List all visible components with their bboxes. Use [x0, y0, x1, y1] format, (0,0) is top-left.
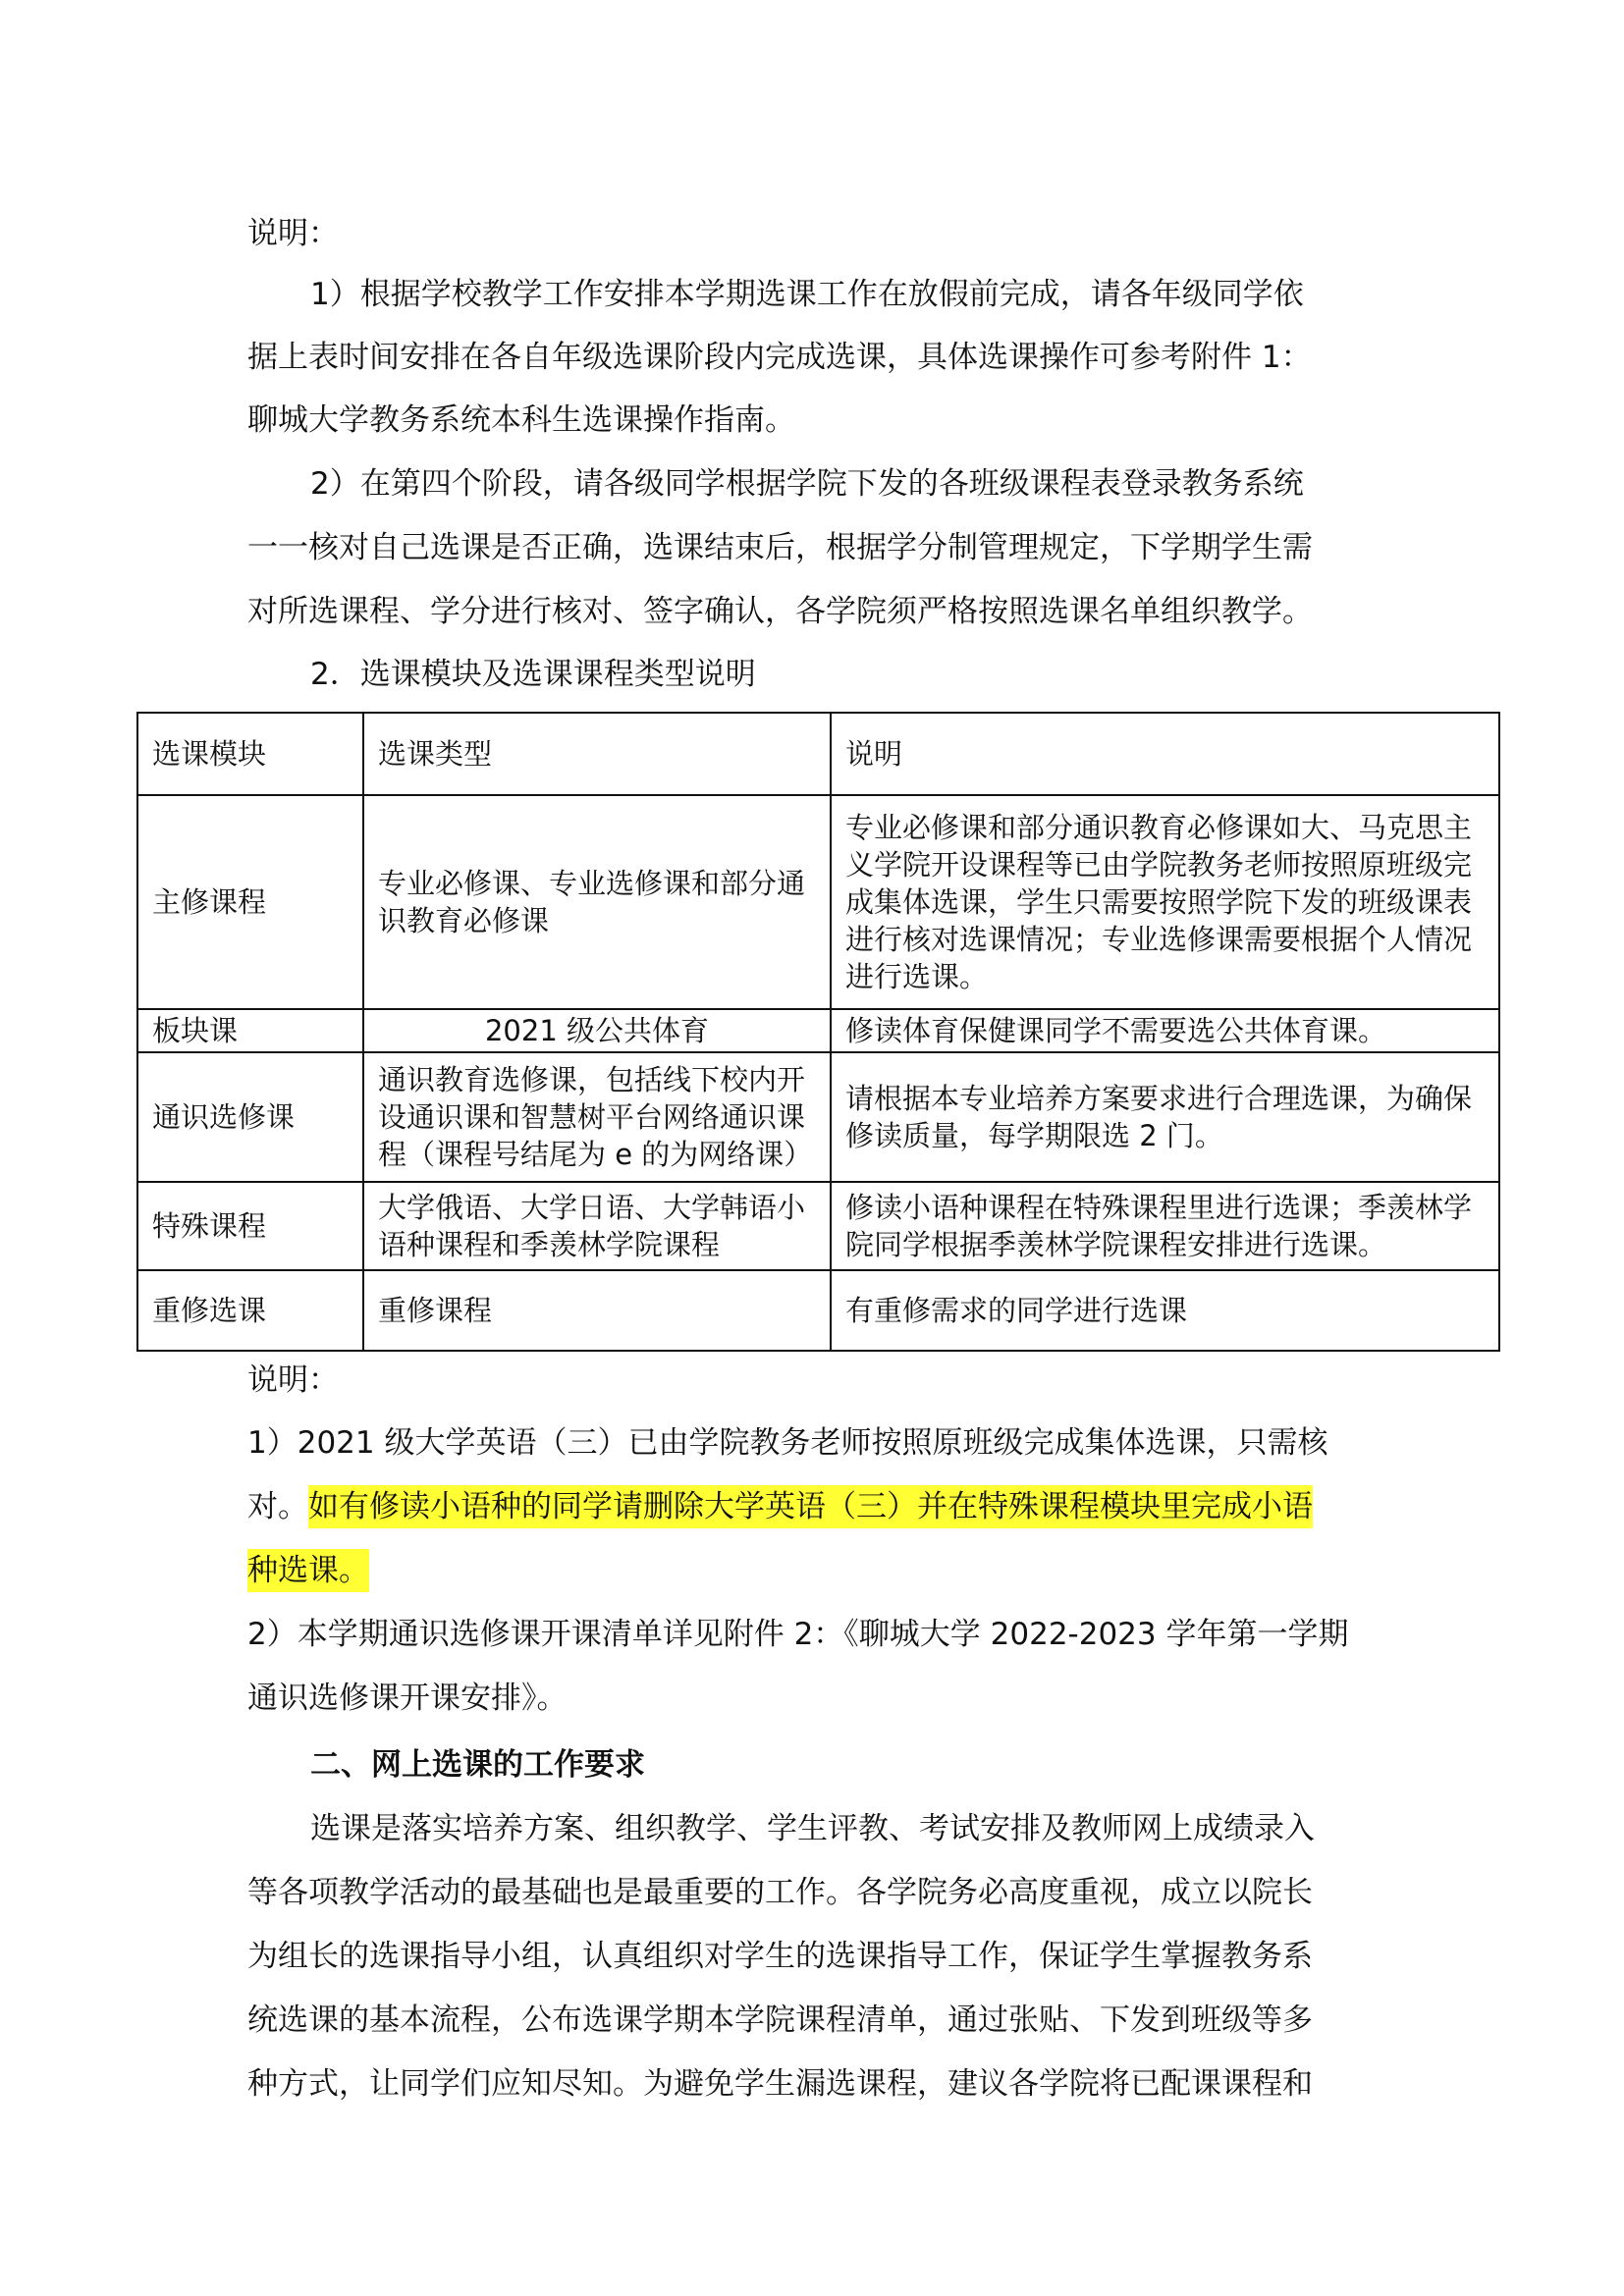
cell-line: 进行选课。 [845, 960, 989, 993]
cell-line: 专业必修课和部分通识教育必修课如大、马克思主 [845, 811, 1473, 844]
note-heading: 说明： [247, 216, 339, 251]
body-text-line: 种方式，让同学们应知尽知。为避免学生漏选课程，建议各学院将已配课课程和 [247, 2066, 1313, 2102]
cell-line: 通识教育选修课，包括线下校内开 [378, 1063, 806, 1096]
note-text-line: 聊城大学教务系统本科生选课操作指南。 [247, 402, 795, 438]
table-header-cell: 选课模块 [137, 713, 363, 795]
note-text-line: 2）在第四个阶段，请各级同学根据学院下发的各班级课程表登录教务系统 [310, 466, 1304, 502]
note-text-line: 1）2021 级大学英语（三）已由学院教务老师按照原班级完成集体选课，只需核 [247, 1425, 1328, 1461]
table-header-cell: 选课类型 [363, 713, 831, 795]
cell-line: 修读小语种课程在特殊课程里进行选课；季羡林学 [845, 1191, 1473, 1224]
desc-cell [831, 1009, 1499, 1052]
cell-line: 有重修需求的同学进行选课 [845, 1294, 1188, 1327]
body-text-line: 等各项教学活动的最基础也是最重要的工作。各学院务必高度重视，成立以院长 [247, 1875, 1313, 1910]
table-row [137, 795, 1499, 1009]
table-row [137, 1052, 1499, 1182]
type-cell [363, 1182, 831, 1270]
module-cell: 板块课 [137, 1009, 363, 1052]
cell-line: 义学院开设课程等已由学院教务老师按照原班级完 [845, 848, 1473, 881]
desc-cell [831, 795, 1499, 1009]
body-text-line: 统选课的基本流程，公布选课学期本学院课程清单，通过张贴、下发到班级等多 [247, 2002, 1313, 2038]
module-cell: 特殊课程 [137, 1182, 363, 1270]
type-cell [363, 1270, 831, 1351]
table-row [137, 1182, 1499, 1270]
note-text-line: 通识选修课开课安排》。 [247, 1681, 568, 1716]
cell-line: 程（课程号结尾为 e 的为网络课） [378, 1138, 813, 1171]
course-module-table [136, 712, 1500, 1352]
cell-line: 修读体育保健课同学不需要选公共体育课。 [845, 1014, 1387, 1047]
note-text-line: 对所选课程、学分进行核对、签字确认，各学院须严格按照选课名单组织教学。 [247, 594, 1313, 629]
cell-line: 请根据本专业培养方案要求进行合理选课，为确保 [845, 1082, 1473, 1115]
note-text-line [247, 1487, 1313, 1526]
type-cell [363, 1052, 831, 1182]
type-cell [363, 795, 831, 1009]
highlighted-text: 如有修读小语种的同学请删除大学英语（三）并在特殊课程模块里完成小语 [308, 1485, 1313, 1528]
note-text-line: 一一核对自己选课是否正确，选课结束后，根据学分制管理规定，下学期学生需 [247, 530, 1313, 565]
body-text-line: 选课是落实培养方案、组织教学、学生评教、考试安排及教师网上成绩录入 [310, 1811, 1315, 1846]
desc-cell [831, 1182, 1499, 1270]
cell-line: 大学俄语、大学日语、大学韩语小 [378, 1191, 806, 1224]
highlighted-text: 种选课。 [247, 1549, 369, 1592]
cell-line: 识教育必修课 [378, 904, 550, 937]
section-subtitle: 2．选课模块及选课课程类型说明 [310, 657, 756, 692]
table-row [137, 1270, 1499, 1351]
cell-line: 进行核对选课情况；专业选修课需要根据个人情况 [845, 923, 1473, 956]
cell-line: 专业必修课、专业选修课和部分通 [378, 867, 806, 900]
module-cell: 重修选课 [137, 1270, 363, 1351]
type-cell [363, 1009, 831, 1052]
cell-line: 成集体选课，学生只需要按照学院下发的班级课表 [845, 885, 1473, 919]
cell-line: 2021 级公共体育 [484, 1014, 710, 1047]
cell-line: 设通识课和智慧树平台网络通识课 [378, 1100, 806, 1134]
table-row [137, 1009, 1499, 1052]
note-text-line [247, 1551, 369, 1590]
desc-cell [831, 1270, 1499, 1351]
module-cell: 主修课程 [137, 795, 363, 1009]
table-header-cell: 说明 [831, 713, 1499, 795]
note-text-line: 1）根据学校教学工作安排本学期选课工作在放假前完成，请各年级同学依 [310, 277, 1304, 312]
body-text-line: 为组长的选课指导小组，认真组织对学生的选课指导工作，保证学生掌握教务系 [247, 1939, 1313, 1974]
module-cell: 通识选修课 [137, 1052, 363, 1182]
cell-line: 院同学根据季羡林学院课程安排进行选课。 [845, 1228, 1387, 1261]
cell-line: 重修课程 [378, 1294, 493, 1327]
section-heading: 二、网上选课的工作要求 [310, 1747, 645, 1783]
desc-cell [831, 1052, 1499, 1182]
cell-line: 修读质量，每学期限选 2 门。 [845, 1119, 1223, 1152]
note-text-line: 2）本学期通识选修课开课清单详见附件 2：《聊城大学 2022-2023 学年第一学期 [247, 1617, 1349, 1652]
plain-text: 对。 [247, 1489, 308, 1524]
table-header-row [137, 713, 1499, 795]
note-text-line: 据上表时间安排在各自年级选课阶段内完成选课，具体选课操作可参考附件 1： [247, 340, 1312, 375]
note-heading: 说明： [247, 1362, 339, 1398]
cell-line: 语种课程和季羡林学院课程 [378, 1228, 721, 1261]
